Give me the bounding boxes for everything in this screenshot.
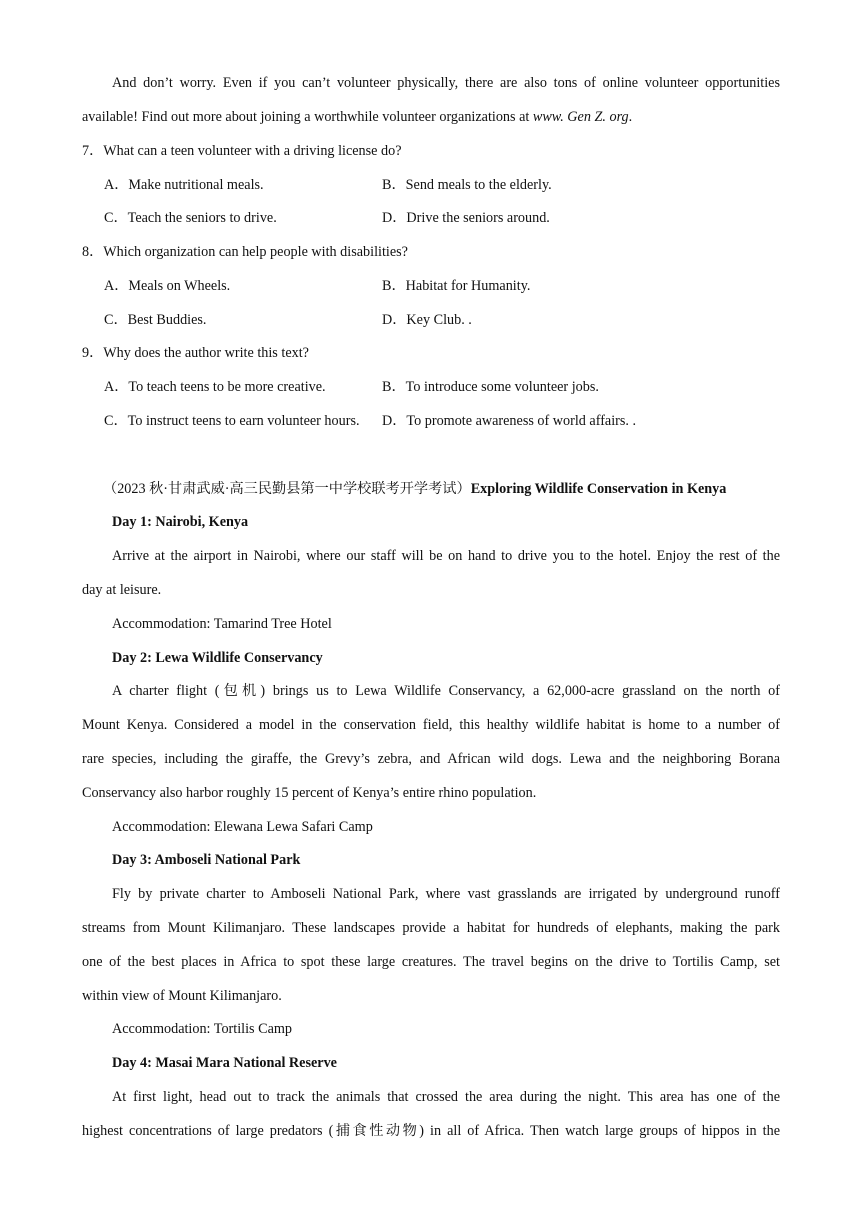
day-heading: Day 3: Amboseli National Park [112,852,301,868]
passage-title: Exploring Wildlife Conservation in Kenya [470,481,727,497]
question-stem: 8．Which organization can help people with disabilities? [82,244,408,260]
text-span: available! Find out more about joining a worthwhile volunteer organizations at [82,109,533,125]
text-span: . [628,109,633,125]
option-b: B．To introduce some volunteer jobs. [382,379,599,395]
paragraph-line: A charter flight (包机) brings us to Lewa Wildlife Conservancy, a 62,000-acre grassland on the north of [112,683,780,699]
paragraph-line: And don’t worry. Even if you can’t volunteer physically, there are also tons of online volunteer opportunities [112,75,780,91]
option-d: D．Key Club. . [382,312,472,328]
option-c: C．Teach the seniors to drive. [104,210,277,226]
passage-header [103,479,726,499]
paragraph-line: rare species, including the giraffe, the Grevy’s zebra, and African wild dogs. Lewa and the neighboring Borana [82,751,780,767]
paragraph-line: streams from Mount Kilimanjaro. These landscapes provide a habitat for hundreds of elephants, making the park [82,920,780,936]
passage-source: （2023 秋·甘肃武威·高三民勤县第一中学校联考开学考试） [103,481,471,497]
question-stem: 9．Why does the author write this text? [82,345,309,361]
option-c: C．To instruct teens to earn volunteer hours. [104,413,360,429]
paragraph-line: Arrive at the airport in Nairobi, where our staff will be on hand to drive you to the hotel. Enjoy the rest of the [112,548,780,564]
option-b: B．Send meals to the elderly. [382,177,552,193]
option-a: A．Make nutritional meals. [104,177,264,193]
option-b: B．Habitat for Humanity. [382,278,531,294]
paragraph-line: one of the best places in Africa to spot these large creatures. The travel begins on the drive to Tortilis Camp, set [82,954,780,970]
paragraph-line: Fly by private charter to Amboseli National Park, where vast grasslands are irrigated by underground runoff [112,886,780,902]
day-heading: Day 2: Lewa Wildlife Conservancy [112,650,323,666]
option-a: A．To teach teens to be more creative. [104,379,326,395]
accommodation-line: Accommodation: Tortilis Camp [112,1021,293,1037]
accommodation-line: Accommodation: Elewana Lewa Safari Camp [112,819,373,835]
paragraph-line: Mount Kenya. Considered a model in the conservation field, this healthy wildlife habitat is home to a number of [82,717,780,733]
paragraph-line: day at leisure. [82,582,162,598]
paragraph-line [82,107,632,127]
accommodation-line: Accommodation: Tamarind Tree Hotel [112,616,332,632]
paragraph-line: At first light, head out to track the animals that crossed the area during the night. This area has one of the [112,1089,780,1105]
question-stem: 7．What can a teen volunteer with a driving license do? [82,143,402,159]
day-heading: Day 4: Masai Mara National Reserve [112,1055,337,1071]
day-heading: Day 1: Nairobi, Kenya [112,514,249,530]
paragraph-line: Conservancy also harbor roughly 15 percent of Kenya’s entire rhino population. [82,785,537,801]
website-url: www. Gen Z. org [532,109,629,125]
option-d: D．To promote awareness of world affairs. . [382,413,637,429]
paragraph-line: within view of Mount Kilimanjaro. [82,988,282,1004]
paragraph-line: highest concentrations of large predators (捕食性动物) in all of Africa. Then watch large groups of hippos in the [82,1123,780,1139]
option-a: A．Meals on Wheels. [104,278,231,294]
option-d: D．Drive the seniors around. [382,210,550,226]
option-c: C．Best Buddies. [104,312,207,328]
